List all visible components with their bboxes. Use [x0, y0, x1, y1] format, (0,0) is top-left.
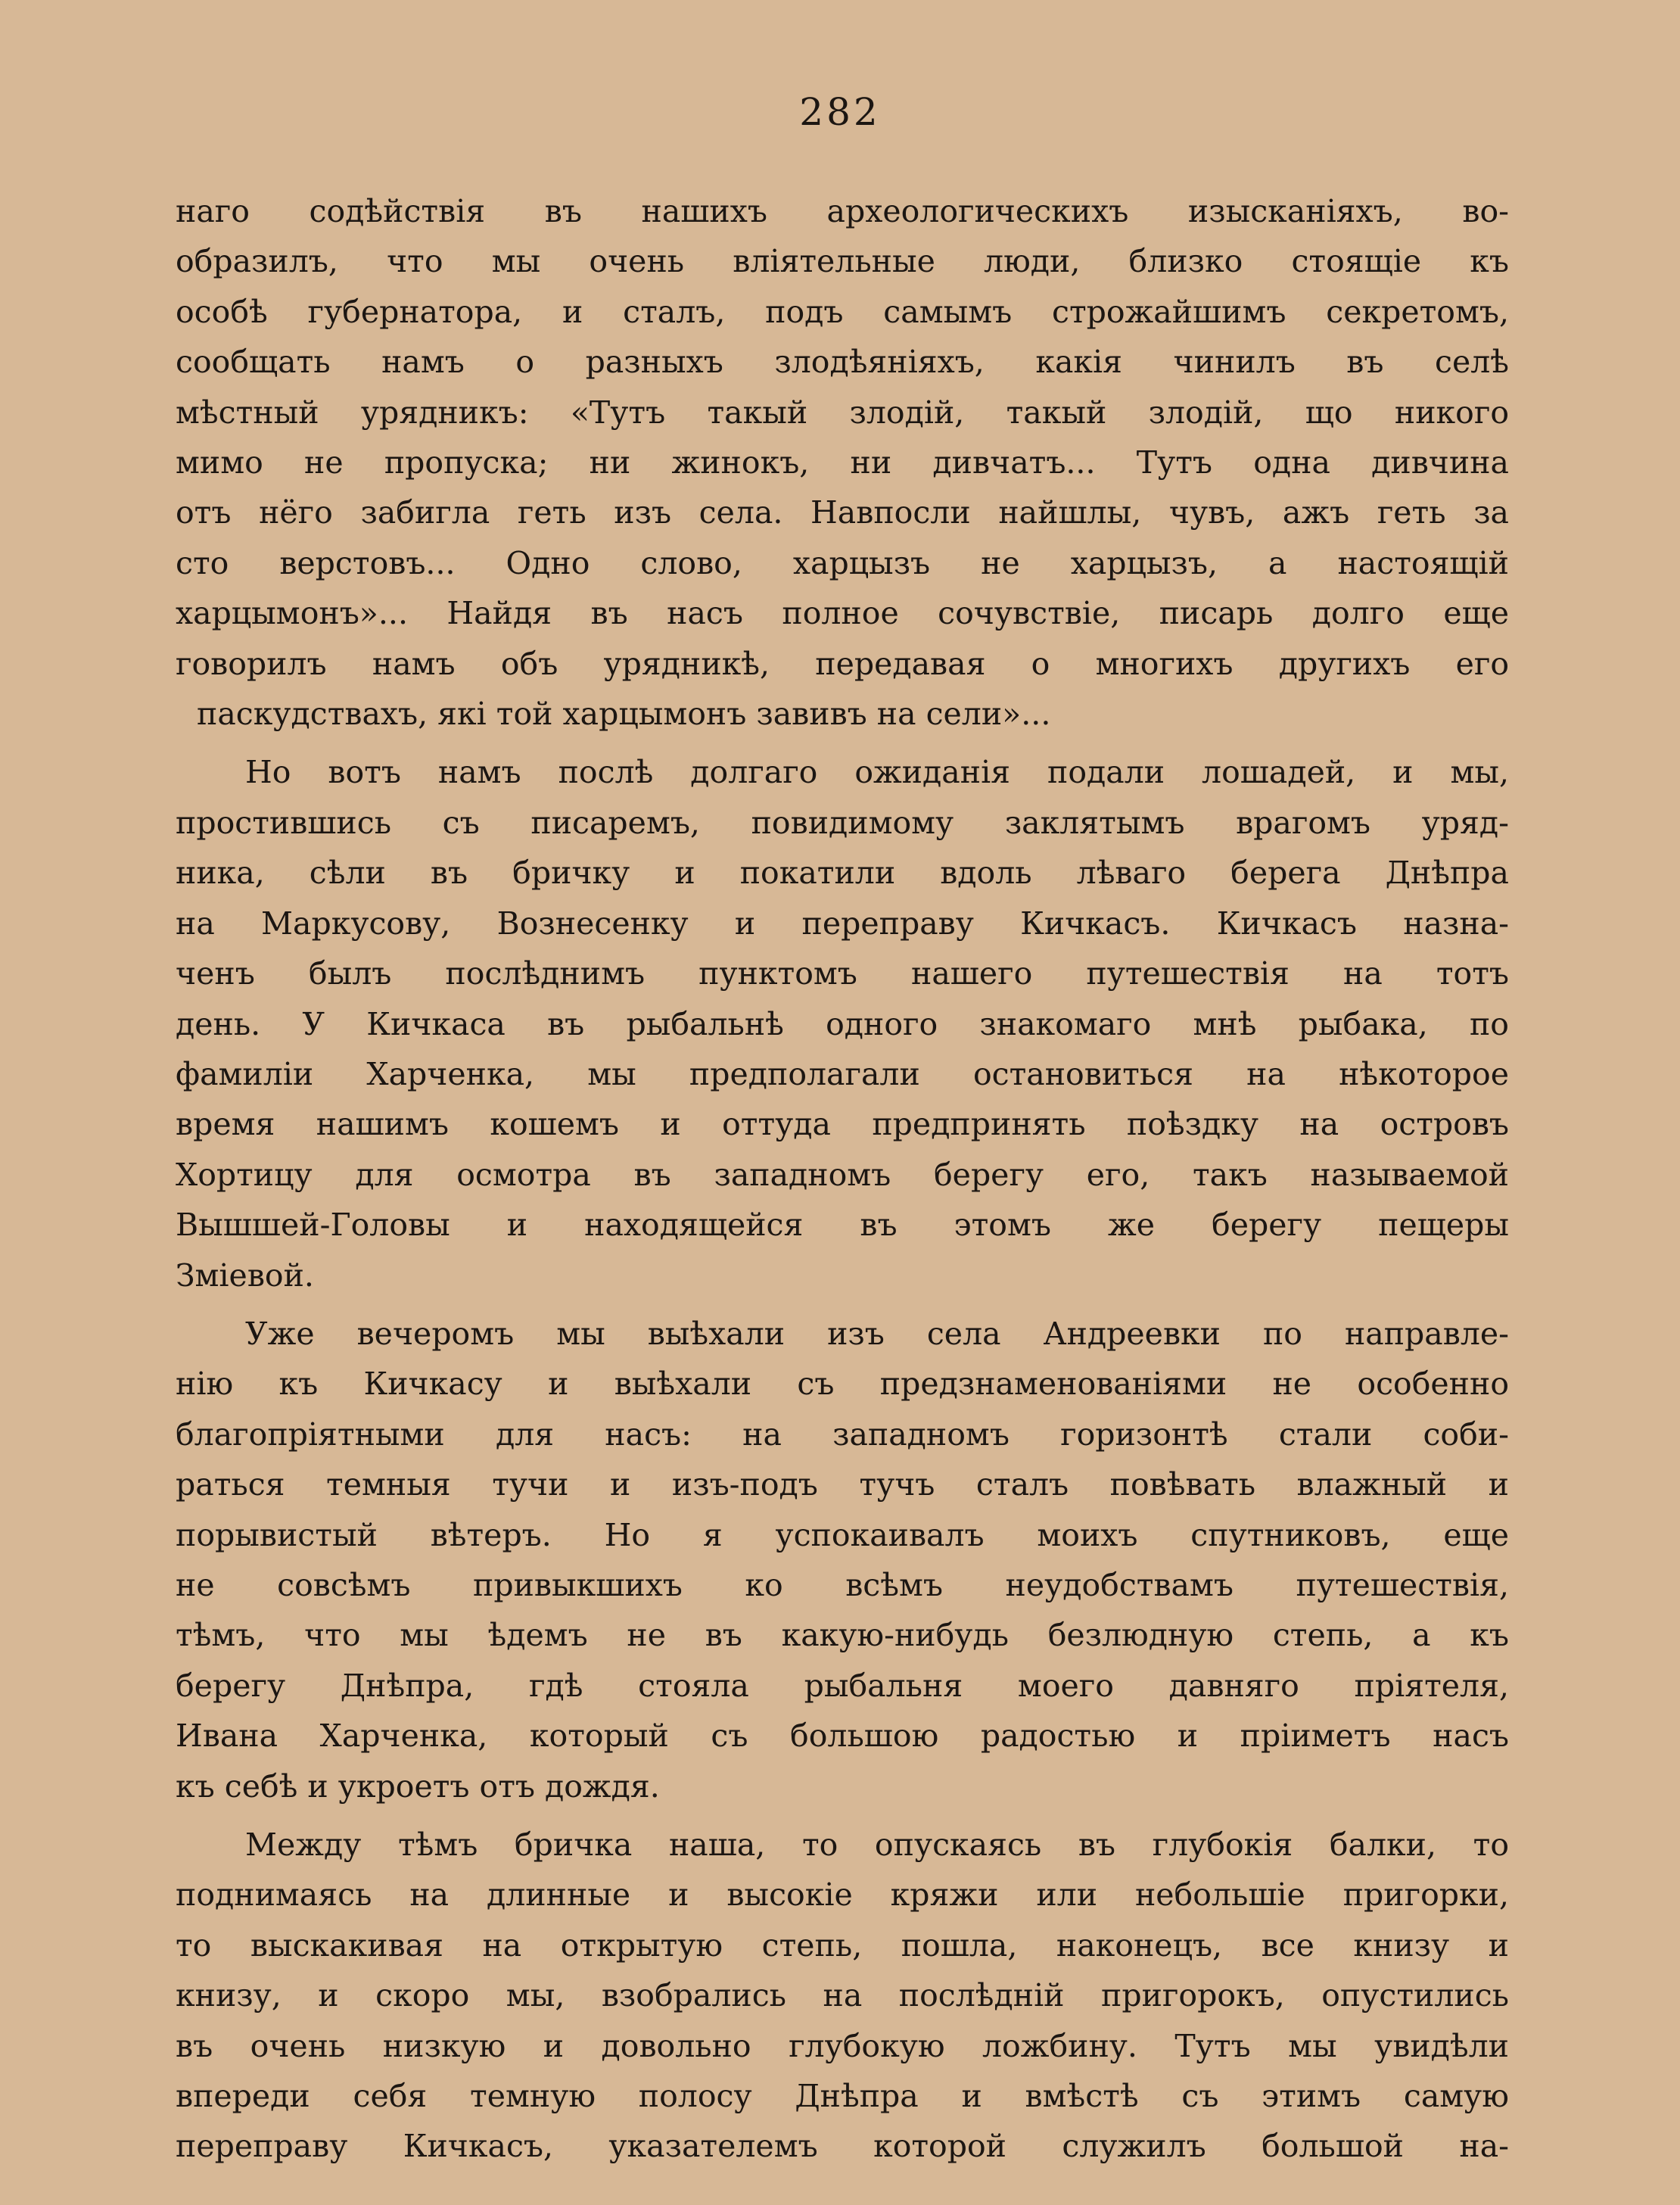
text-line: время нашимъ кошемъ и оттуда предпринять поѣздку на островъ — [176, 1106, 1509, 1143]
text-line: Ивана Харченка, который съ большою радостью и пріиметъ насъ — [176, 1718, 1509, 1755]
text-line: мѣстный урядникъ: «Тутъ такый злодій, такый злодій, що никого — [176, 394, 1509, 431]
text-line: особѣ губернатора, и сталъ, подъ самымъ строжайшимъ секретомъ, — [176, 293, 1509, 330]
text-line: ченъ былъ послѣднимъ пунктомъ нашего путешествія на тотъ — [176, 955, 1509, 992]
text-line: Уже вечеромъ мы выѣхали изъ села Андреевки по направле- — [245, 1315, 1509, 1352]
body-text — [176, 186, 1509, 2180]
text-line: не совсѣмъ привыкшихъ ко всѣмъ неудобствамъ путешествія, — [176, 1566, 1509, 1603]
text-line: книзу, и скоро мы, взобрались на послѣдній пригорокъ, опустились — [176, 1977, 1509, 2014]
text-line: впереди себя темную полосу Днѣпра и вмѣстѣ съ этимъ самую — [176, 2078, 1509, 2115]
text-line: то выскакивая на открытую степь, пошла, наконецъ, все книзу и — [176, 1926, 1509, 1964]
text-line: нію къ Кичкасу и выѣхали съ предзнаменованіями не особенно — [176, 1366, 1509, 1403]
text-line: простившись съ писаремъ, повидимому заклятымъ врагомъ уряд- — [176, 804, 1509, 841]
text-line: Но вотъ намъ послѣ долгаго ожиданія подали лошадей, и мы, — [245, 754, 1509, 791]
text-line: сообщать намъ о разныхъ злодѣяніяхъ, какія чинилъ въ селѣ — [176, 344, 1509, 381]
text-line: на Маркусову, Вознесенку и переправу Кичкасъ. Кичкасъ назна- — [176, 905, 1509, 942]
paragraph-3 — [176, 1309, 1509, 1811]
text-line: образилъ, что мы очень вліятельные люди, близко стоящіе къ — [176, 243, 1509, 280]
paragraph-1 — [176, 186, 1509, 739]
text-line: переправу Кичкасъ, указателемъ которой служилъ большой на- — [176, 2128, 1509, 2165]
paragraph-2 — [176, 747, 1509, 1300]
text-line: раться темныя тучи и изъ-подъ тучъ сталъ повѣвать влажный и — [176, 1466, 1509, 1503]
paragraph-4 — [176, 1820, 1509, 2172]
text-line: фамиліи Харченка, мы предполагали остановиться на нѣкоторое — [176, 1055, 1509, 1092]
text-line: говорилъ намъ объ урядникѣ, передавая о многихъ другихъ его — [176, 645, 1509, 682]
text-line: ника, сѣли въ бричку и покатили вдоль лѣваго берега Днѣпра — [176, 855, 1509, 892]
text-line: благопріятными для насъ: на западномъ горизонтѣ стали соби- — [176, 1415, 1509, 1453]
text-line: отъ нёго забигла геть изъ села. Навпосли найшлы, чувъ, ажъ геть за — [176, 494, 1509, 531]
text-line: въ очень низкую и довольно глубокую ложбину. Тутъ мы увидѣли — [176, 2027, 1509, 2064]
text-line: наго содѣйствія въ нашихъ археологическихъ изысканіяхъ, во- — [176, 193, 1509, 229]
text-line: день. У Кичкаса въ рыбальнѣ одного знакомаго мнѣ рыбака, по — [176, 1005, 1509, 1042]
text-line: поднимаясь на длинные и высокіе кряжи или небольшіе пригорки, — [176, 1876, 1509, 1914]
text-line: Между тѣмъ бричка наша, то опускаясь въ глубокія балки, то — [245, 1827, 1509, 1863]
text-line: паскудствахъ, які той харцымонъ завивъ на сели»... — [197, 696, 1051, 733]
text-line: харцымонъ»... Найдя въ насъ полное сочувствіе, писарь долго еще — [176, 595, 1509, 632]
text-line: къ себѣ и укроетъ отъ дождя. — [176, 1767, 660, 1805]
text-line: Зміевой. — [176, 1257, 314, 1294]
text-line: сто верстовъ... Одно слово, харцызъ не харцызъ, а настоящій — [176, 544, 1509, 581]
text-line: мимо не пропуска; ни жинокъ, ни дивчатъ... Тутъ одна дивчина — [176, 444, 1509, 481]
text-line: берегу Днѣпра, гдѣ стояла рыбальня моего давняго пріятеля, — [176, 1667, 1509, 1704]
page-number: 282 — [799, 90, 881, 134]
text-line: порывистый вѣтеръ. Но я успокаивалъ моихъ спутниковъ, еще — [176, 1516, 1509, 1553]
text-line: тѣмъ, что мы ѣдемъ не въ какую-нибудь безлюдную степь, а къ — [176, 1617, 1509, 1654]
text-line: Хортицу для осмотра въ западномъ берегу его, такъ называемой — [176, 1156, 1509, 1193]
text-line: Вышшей-Головы и находящейся въ этомъ же берегу пещеры — [176, 1207, 1509, 1244]
